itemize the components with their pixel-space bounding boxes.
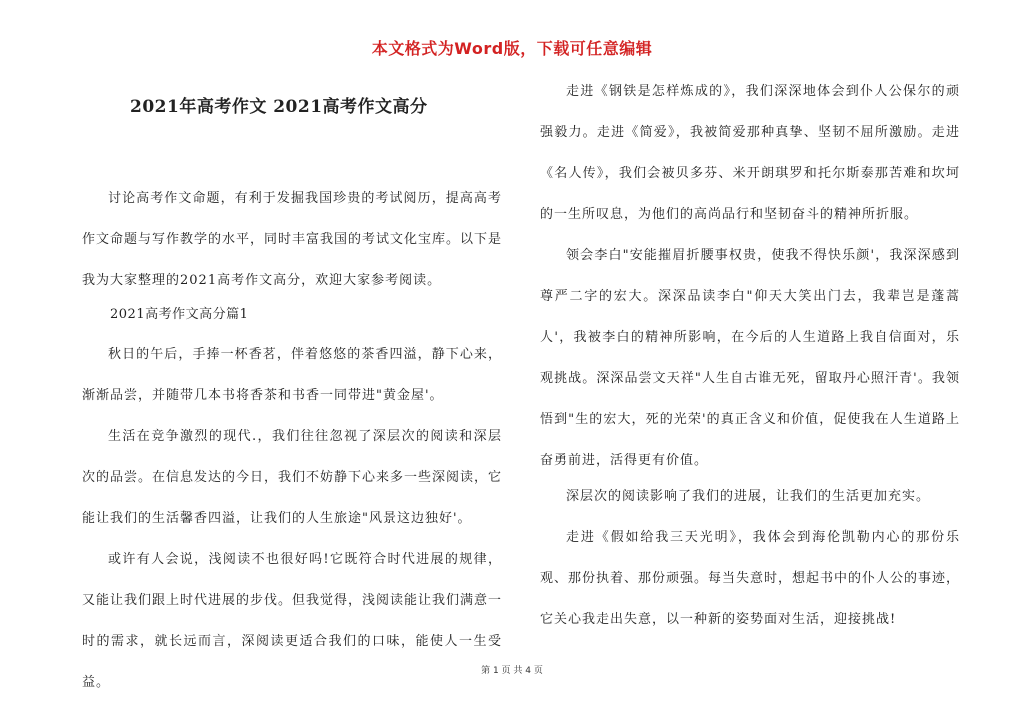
paragraph-modern-life: 生活在竞争激烈的现代.，我们往往忽视了深层次的阅读和深层次的品尝。在信息发达的今日，我们不妨静下心来多一些深阅读，它能让我们的生活馨香四溢，让我们的人生旅途"风景这边独好'。 [82, 429, 503, 526]
paragraph-autumn-tea: 秋日的午后，手捧一杯香茗，伴着悠悠的茶香四溢，静下心来，渐渐品尝，并随带几本书将香茶和书香一同带进"黄金屋'。 [82, 347, 502, 403]
paragraph-shallow-reading: 或许有人会说，浅阅读不也很好吗!它既符合时代进展的规律，又能让我们跟上时代进展的步伐。但我觉得，浅阅读能让我们满意一时的需求，就长远而言，深阅读更适合我们的口味，能使人一生受益。 [82, 552, 503, 690]
document-title: 2021年高考作文 2021高考作文高分 [130, 97, 428, 117]
paragraph-helen-keller: 走进《假如给我三天光明》，我体会到海伦凯勒内心的那份乐观、那份执着、那份顽强。每当失意时，想起书中的仆人公的事迹，它关心我走出失意，以一种新的姿势面对生活，迎接挑战! [540, 530, 961, 627]
section-heading: 2021高考作文高分篇1 [110, 307, 249, 322]
intro-paragraph: 讨论高考作文命题，有利于发掘我国珍贵的考试阅历，提高高考作文命题与写作教学的水平，同时丰富我国的考试文化宝库。以下是我为大家整理的2021高考作文高分，欢迎大家参考阅读。 [82, 191, 503, 288]
page-number: 第 1 页 共 4 页 [481, 666, 543, 676]
paragraph-deep-reading: 深层次的阅读影响了我们的进展，让我们的生活更加充实。 [566, 489, 931, 504]
word-format-banner: 本文格式为Word版，下载可任意编辑 [371, 39, 653, 58]
paragraph-li-bai: 领会李白"安能摧眉折腰事权贵，使我不得快乐颜'，我深深感到尊严二字的宏大。深深品读李白"仰天大笑出门去，我辈岂是蓬蒿人'，我被李白的精神所影响，在今后的人生道路上我自信面对，乐观挑战。深深品尝文天祥"人生自古谁无死，留取丹心照汗青'。我领悟到"生的宏大，死的光荣'的真正含义和价值，促使我在人生道路上奋勇前进，活得更有价值。 [540, 248, 960, 468]
paragraph-classic-books: 走进《钢铁是怎样炼成的》，我们深深地体会到仆人公保尔的顽强毅力。走进《简爱》，我被简爱那种真挚、坚韧不屈所激励。走进《名人传》，我们会被贝多芬、米开朗琪罗和托尔斯泰那苦难和坎坷的一生所叹息，为他们的高尚品行和坚韧奋斗的精神所折服。 [540, 84, 960, 222]
